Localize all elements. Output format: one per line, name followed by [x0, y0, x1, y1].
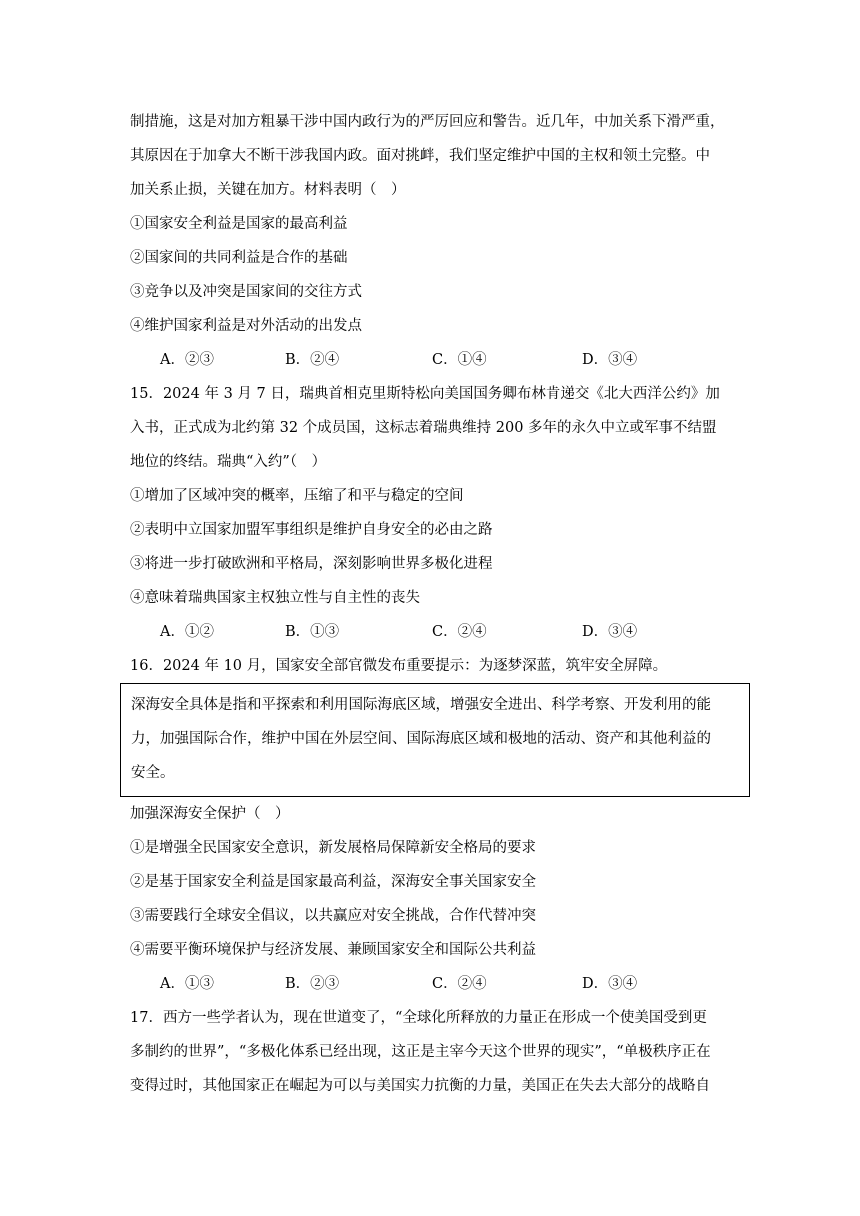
question-14: [130, 105, 740, 377]
option-a[interactable]: A．①②: [160, 624, 214, 640]
statement-item: ①增加了区域冲突的概率，压缩了和平与稳定的空间: [130, 488, 464, 504]
option-b[interactable]: B．①③: [285, 624, 340, 640]
option-c[interactable]: C．①④: [432, 352, 487, 368]
statement-item: ④维护国家利益是对外活动的出发点: [130, 318, 362, 334]
question-text-line: 地位的终结。瑞典“入约”（ ）: [130, 454, 327, 470]
answer-options: [130, 343, 740, 377]
option-a[interactable]: A．①③: [160, 976, 214, 992]
question-text-line: 17．西方一些学者认为，现在世道变了，“全球化所释放的力量正在形成一个使美国受到更: [130, 1010, 707, 1026]
material-text-line: 力，加强国际合作，维护中国在外层空间、国际海底区域和极地的活动、资产和其他利益的: [131, 731, 711, 747]
statement-item: ④意味着瑞典国家主权独立性与自主性的丧失: [130, 590, 420, 606]
option-c[interactable]: C．②④: [432, 976, 487, 992]
statement-item: ①国家安全利益是国家的最高利益: [130, 216, 348, 232]
statement-item: ③竞争以及冲突是国家间的交往方式: [130, 284, 362, 300]
statement-item: ④需要平衡环境保护与经济发展、兼顾国家安全和国际公共利益: [130, 942, 536, 958]
question-text-line: 15．2024 年 3 月 7 日，瑞典首相克里斯特松向美国国务卿布林肯递交《北大西洋公约》加: [130, 386, 720, 402]
question-17: [130, 1001, 740, 1103]
option-b[interactable]: B．②③: [285, 976, 340, 992]
option-a[interactable]: A．②③: [160, 352, 214, 368]
statement-item: ③需要践行全球安全倡议，以共赢应对安全挑战，合作代替冲突: [130, 908, 536, 924]
material-text-line: 安全。: [131, 765, 175, 781]
question-text-line: 多制约的世界”，“多极化体系已经出现，这正是主宰今天这个世界的现实”，“单极秩序正在: [130, 1044, 711, 1060]
statement-item: ②是基于国家安全利益是国家最高利益，深海安全事关国家安全: [130, 874, 536, 890]
answer-options: [130, 967, 740, 1001]
answer-options: [130, 615, 740, 649]
question-text-line: 制措施，这是对加方粗暴干涉中国内政行为的严厉回应和警告。近几年，中加关系下滑严重，: [130, 114, 725, 130]
option-c[interactable]: C．②④: [432, 624, 487, 640]
statement-item: ①是增强全民国家安全意识，新发展格局保障新安全格局的要求: [130, 840, 536, 856]
question-15: [130, 377, 740, 649]
statement-item: ②表明中立国家加盟军事组织是维护自身安全的必由之路: [130, 522, 493, 538]
question-text-line: 入书，正式成为北约第 32 个成员国，这标志着瑞典维持 200 多年的永久中立或军事不结盟: [130, 420, 717, 436]
statement-item: ②国家间的共同利益是合作的基础: [130, 250, 348, 266]
option-d[interactable]: D．③④: [582, 624, 638, 640]
question-text-line: 加关系止损，关键在加方。材料表明（ ）: [130, 182, 406, 198]
material-box: [120, 683, 750, 797]
question-stem: 加强深海安全保护（ ）: [130, 806, 290, 822]
statement-item: ③将进一步打破欧洲和平格局，深刻影响世界多极化进程: [130, 556, 493, 572]
question-text-line: 16．2024 年 10 月，国家安全部官微发布重要提示：为逐梦深蓝，筑牢安全屏障。: [130, 658, 668, 674]
question-text-line: 变得过时，其他国家正在崛起为可以与美国实力抗衡的力量，美国正在失去大部分的战略自: [130, 1078, 710, 1094]
option-b[interactable]: B．②④: [285, 352, 340, 368]
material-text-line: 深海安全具体是指和平探索和利用国际海底区域，增强安全进出、科学考察、开发利用的能: [131, 697, 711, 713]
document-body: [130, 105, 740, 1103]
question-text-line: 其原因在于加拿大不断干涉我国内政。面对挑衅，我们坚定维护中国的主权和领土完整。中: [130, 148, 710, 164]
option-d[interactable]: D．③④: [582, 352, 638, 368]
option-d[interactable]: D．③④: [582, 976, 638, 992]
question-16: [130, 649, 740, 1001]
